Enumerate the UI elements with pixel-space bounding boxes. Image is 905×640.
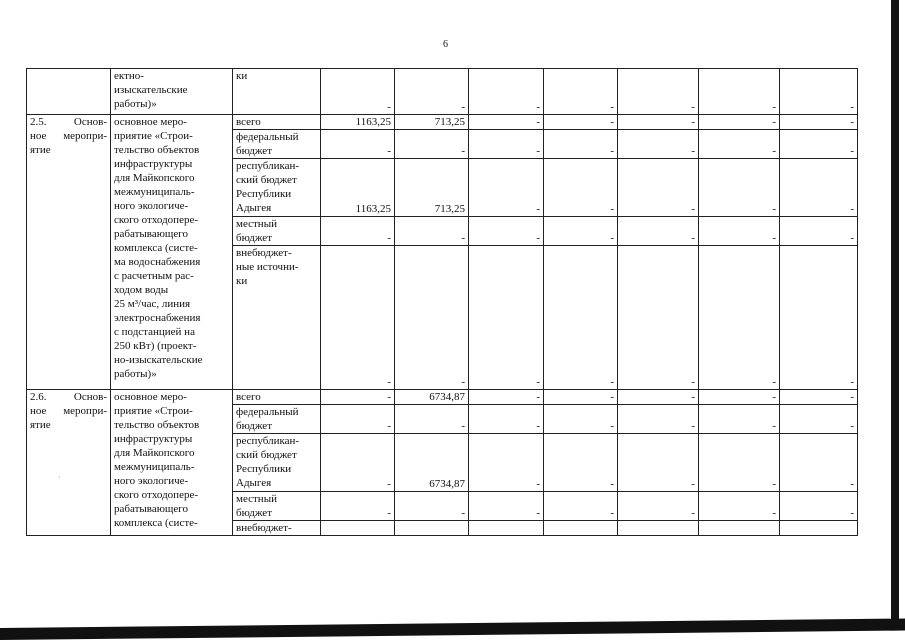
value-cell: -	[780, 246, 858, 390]
value-cell: -	[321, 217, 395, 246]
value-cell: -	[544, 492, 618, 521]
value-cell: -	[469, 405, 544, 434]
value-cell: -	[395, 69, 469, 115]
value-cell: -	[321, 130, 395, 159]
value-cell: 713,25	[395, 159, 469, 217]
value-cell: -	[780, 69, 858, 115]
value-cell: -	[699, 492, 780, 521]
budget-table	[26, 68, 858, 536]
value-cell: -	[618, 405, 699, 434]
measure-name-cell: основное меро- приятие «Строи- тельство объектов инфраструктуры для Майкопского межмуниципаль- ного экологиче- ского отходопере- рабатывающего комплекса (систе- ма водоснабжения с расчетным рас- ходом воды 25 м³/час, линия электроснабжения с подстанцией на 250 кВт) (проект- но-изыскательские работы)»	[111, 115, 233, 390]
source-label-cell: внебюджет-	[233, 521, 321, 536]
value-cell: -	[395, 492, 469, 521]
value-cell	[395, 521, 469, 536]
value-cell: -	[321, 405, 395, 434]
value-cell: -	[699, 115, 780, 130]
value-cell: -	[780, 159, 858, 217]
measure-name-cell: основное меро- приятие «Строи- тельство объектов инфраструктуры для Майкопского межмуниципаль- ного экологиче- ского отходопере- рабатывающего комплекса (систе-	[111, 390, 233, 536]
value-cell: -	[544, 159, 618, 217]
scan-bottom-edge	[0, 619, 905, 640]
value-cell: -	[780, 405, 858, 434]
scan-right-edge	[891, 0, 905, 640]
value-cell: -	[699, 159, 780, 217]
scan-speck: ·	[58, 472, 61, 482]
value-cell	[699, 521, 780, 536]
value-cell: -	[544, 115, 618, 130]
value-cell: -	[469, 492, 544, 521]
value-cell: -	[469, 434, 544, 492]
value-cell: 6734,87	[395, 390, 469, 405]
value-cell: -	[699, 405, 780, 434]
value-cell: -	[780, 130, 858, 159]
section-cell	[27, 69, 111, 115]
value-cell: -	[321, 69, 395, 115]
section-cell: 2.6. Основ- ное меропри- ятие	[27, 390, 111, 536]
value-cell: -	[395, 217, 469, 246]
page-number: 6	[443, 39, 448, 50]
value-cell	[469, 521, 544, 536]
value-cell: -	[780, 390, 858, 405]
value-cell: -	[469, 390, 544, 405]
value-cell: -	[321, 492, 395, 521]
value-cell: -	[544, 246, 618, 390]
value-cell	[544, 521, 618, 536]
value-cell: -	[780, 217, 858, 246]
value-cell: 6734,87	[395, 434, 469, 492]
value-cell: -	[544, 130, 618, 159]
source-label-cell: федеральный бюджет	[233, 130, 321, 159]
value-cell: -	[699, 217, 780, 246]
value-cell: 1163,25	[321, 159, 395, 217]
value-cell: -	[618, 246, 699, 390]
value-cell: -	[469, 130, 544, 159]
source-label-cell: внебюджет- ные источни- ки	[233, 246, 321, 390]
source-label-cell: федеральный бюджет	[233, 405, 321, 434]
source-label-cell: республикан- ский бюджет Республики Адыгея	[233, 159, 321, 217]
value-cell: -	[618, 390, 699, 405]
section-cell: 2.5. Основ- ное меропри- ятие	[27, 115, 111, 390]
value-cell: -	[780, 492, 858, 521]
value-cell: -	[618, 492, 699, 521]
value-cell: -	[618, 130, 699, 159]
value-cell: -	[544, 217, 618, 246]
value-cell: -	[618, 115, 699, 130]
value-cell: -	[699, 246, 780, 390]
value-cell: -	[395, 246, 469, 390]
value-cell: -	[618, 217, 699, 246]
value-cell: -	[469, 246, 544, 390]
source-label-cell: местный бюджет	[233, 492, 321, 521]
value-cell: -	[321, 434, 395, 492]
value-cell: -	[699, 130, 780, 159]
value-cell: -	[699, 390, 780, 405]
value-cell	[780, 521, 858, 536]
value-cell: -	[699, 434, 780, 492]
value-cell: -	[544, 390, 618, 405]
source-label-cell: местный бюджет	[233, 217, 321, 246]
value-cell: -	[699, 69, 780, 115]
value-cell: -	[618, 434, 699, 492]
value-cell: -	[544, 434, 618, 492]
value-cell: -	[618, 69, 699, 115]
value-cell: -	[469, 69, 544, 115]
source-label-cell: всего	[233, 390, 321, 405]
value-cell: -	[469, 159, 544, 217]
source-label-cell: ки	[233, 69, 321, 115]
value-cell: 713,25	[395, 115, 469, 130]
value-cell: -	[780, 115, 858, 130]
value-cell: -	[544, 69, 618, 115]
value-cell: 1163,25	[321, 115, 395, 130]
value-cell: -	[395, 405, 469, 434]
value-cell	[321, 521, 395, 536]
value-cell: -	[618, 159, 699, 217]
value-cell: -	[469, 217, 544, 246]
value-cell: -	[780, 434, 858, 492]
value-cell: -	[395, 130, 469, 159]
value-cell: -	[321, 246, 395, 390]
measure-name-cell: ектно- изыскательские работы)»	[111, 69, 233, 115]
value-cell: -	[544, 405, 618, 434]
value-cell: -	[321, 390, 395, 405]
value-cell	[618, 521, 699, 536]
source-label-cell: всего	[233, 115, 321, 130]
source-label-cell: республикан- ский бюджет Республики Адыгея	[233, 434, 321, 492]
value-cell: -	[469, 115, 544, 130]
